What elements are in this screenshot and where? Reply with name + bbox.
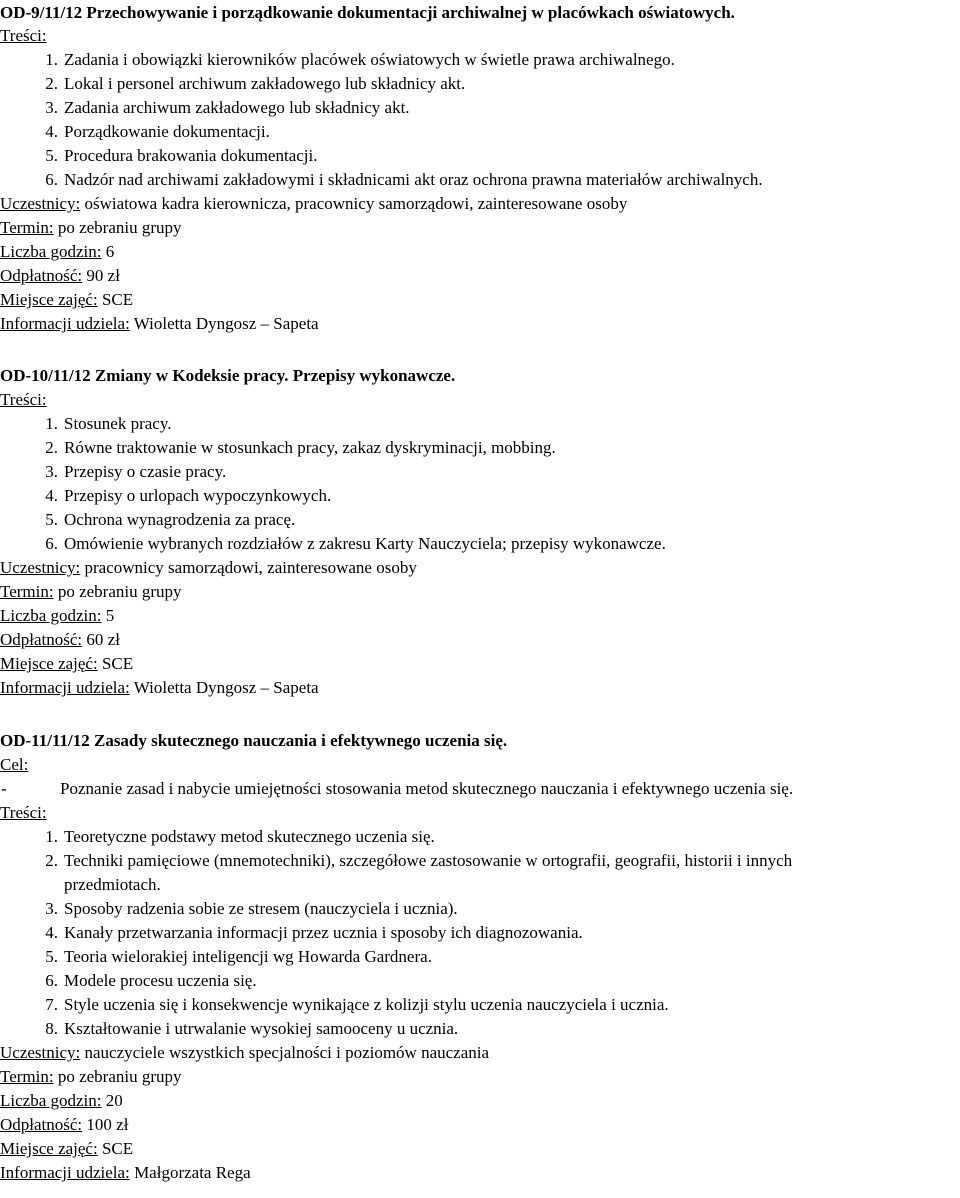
field-value: po zebraniu grupy <box>53 582 182 601</box>
list-text: Kanały przetwarzania informacji przez ucznia i sposoby ich diagnozowania. <box>64 923 583 942</box>
list-number: 6. <box>45 971 58 990</box>
list-item <box>32 1019 458 1039</box>
field-row <box>0 582 182 602</box>
field-value: 100 zł <box>82 1115 129 1134</box>
list-number: 2. <box>45 438 58 457</box>
list-number: 4. <box>45 122 58 141</box>
field-row <box>0 558 417 578</box>
list-text: Procedura brakowania dokumentacji. <box>64 146 318 165</box>
list-item <box>32 486 331 506</box>
field-label: Termin: <box>0 1067 54 1086</box>
list-number: 4. <box>45 486 58 505</box>
field-value: po zebraniu grupy <box>53 1067 182 1086</box>
list-item <box>32 995 669 1015</box>
list-item <box>32 947 432 967</box>
list-item <box>32 510 295 530</box>
field-label: Liczba godzin: <box>0 242 102 261</box>
field-value: Małgorzata Rega <box>129 1163 251 1182</box>
list-item <box>32 170 763 190</box>
field-row <box>0 1043 489 1063</box>
list-item <box>32 851 960 871</box>
list-text: Kształtowanie i utrwalanie wysokiej samooceny u ucznia. <box>64 1019 459 1038</box>
list-number: 7. <box>45 995 58 1014</box>
list-number: 5. <box>45 146 58 165</box>
list-text: Lokal i personel archiwum zakładowego lub składnicy akt. <box>64 74 466 93</box>
list-number: 1. <box>45 50 58 69</box>
list-text: Przepisy o czasie pracy. <box>64 462 227 481</box>
field-row <box>0 194 627 214</box>
field-row <box>0 1163 251 1183</box>
field-row <box>0 242 114 262</box>
list-text: Równe traktowanie w stosunkach pracy, zakaz dyskryminacji, mobbing. <box>64 438 556 457</box>
list-item <box>32 50 675 70</box>
tresci-label: Treści: <box>0 803 47 822</box>
list-text: Modele procesu uczenia się. <box>64 971 257 990</box>
field-label: Uczestnicy: <box>0 558 81 577</box>
field-label: Informacji udziela: <box>0 1163 130 1182</box>
field-label: Miejsce zajęć: <box>0 290 98 309</box>
field-row <box>0 218 182 238</box>
list-item <box>32 74 465 94</box>
list-number: 3. <box>45 899 58 918</box>
field-value: 60 zł <box>82 630 120 649</box>
cel-item <box>0 779 793 799</box>
field-label: Informacji udziela: <box>0 314 130 333</box>
field-label: Odpłatność: <box>0 630 83 649</box>
field-value: po zebraniu grupy <box>53 218 182 237</box>
list-number: 4. <box>45 923 58 942</box>
field-value: 6 <box>101 242 115 261</box>
field-label: Miejsce zajęć: <box>0 1139 98 1158</box>
list-item <box>32 462 226 482</box>
cel-text: Poznanie zasad i nabycie umiejętności stosowania metod skutecznego nauczania i efektywnego uczenia się. <box>60 779 794 798</box>
tresci-label: Treści: <box>0 26 47 45</box>
list-text: Zadania archiwum zakładowego lub składnicy akt. <box>64 98 410 117</box>
list-item <box>32 971 257 991</box>
field-row <box>0 678 319 698</box>
list-text: Omówienie wybranych rozdziałów z zakresu Karty Nauczyciela; przepisy wykonawcze. <box>64 534 666 553</box>
list-text: Porządkowanie dokumentacji. <box>64 122 270 141</box>
list-text: Nadzór nad archiwami zakładowymi i składnicami akt oraz ochrona prawna materiałów archiwalnych. <box>64 170 763 189</box>
field-value: SCE <box>97 1139 134 1158</box>
list-text: Zadania i obowiązki kierowników placówek oświatowych w świetle prawa archiwalnego. <box>64 50 675 69</box>
list-item <box>32 438 556 458</box>
field-label: Uczestnicy: <box>0 194 81 213</box>
field-label: Uczestnicy: <box>0 1043 81 1062</box>
list-text: Teoria wielorakiej inteligencji wg Howarda Gardnera. <box>64 947 432 966</box>
section-title: OD-9/11/12 Przechowywanie i porządkowanie dokumentacji archiwalnej w placówkach oświatowych. <box>0 3 735 22</box>
tresci-label: Treści: <box>0 390 47 409</box>
field-label: Termin: <box>0 218 54 237</box>
field-row <box>0 606 114 626</box>
field-row <box>0 1067 182 1087</box>
list-text: Sposoby radzenia sobie ze stresem (nauczyciela i ucznia). <box>64 899 458 918</box>
list-text: Techniki pamięciowe (mnemotechniki), szczegółowe zastosowanie w ortografii, geografii, historii i innych <box>64 851 793 870</box>
field-row <box>0 266 120 286</box>
field-row <box>0 1115 128 1135</box>
list-number: 3. <box>45 462 58 481</box>
field-row <box>0 1091 123 1111</box>
field-label: Termin: <box>0 582 54 601</box>
cel-label: Cel: <box>0 755 29 774</box>
list-number: 6. <box>45 170 58 189</box>
field-row <box>0 290 133 310</box>
list-item <box>32 122 270 142</box>
field-value: 5 <box>101 606 115 625</box>
field-row <box>0 630 120 650</box>
list-number: 2. <box>45 851 58 870</box>
list-item <box>32 146 318 166</box>
list-number: 5. <box>45 947 58 966</box>
field-value: Wioletta Dyngosz – Sapeta <box>129 314 319 333</box>
list-number: 2. <box>45 74 58 93</box>
field-value: oświatowa kadra kierownicza, pracownicy samorządowi, zainteresowane osoby <box>80 194 628 213</box>
list-text: Ochrona wynagrodzenia za pracę. <box>64 510 296 529</box>
list-number: 3. <box>45 98 58 117</box>
section-title: OD-11/11/12 Zasady skutecznego nauczania i efektywnego uczenia się. <box>0 731 508 750</box>
field-label: Liczba godzin: <box>0 1091 102 1110</box>
field-value: SCE <box>97 290 134 309</box>
field-label: Liczba godzin: <box>0 606 102 625</box>
list-text: Przepisy o urlopach wypoczynkowych. <box>64 486 332 505</box>
field-row <box>0 1139 133 1159</box>
field-value: 20 <box>101 1091 123 1110</box>
field-value: Wioletta Dyngosz – Sapeta <box>129 678 319 697</box>
list-number: 1. <box>45 827 58 846</box>
field-value: 90 zł <box>82 266 120 285</box>
list-number: 6. <box>45 534 58 553</box>
field-value: pracownicy samorządowi, zainteresowane osoby <box>80 558 417 577</box>
list-item <box>32 534 666 554</box>
field-label: Miejsce zajęć: <box>0 654 98 673</box>
list-number: 1. <box>45 414 58 433</box>
list-text: Teoretyczne podstawy metod skutecznego uczenia się. <box>64 827 435 846</box>
field-label: Odpłatność: <box>0 266 83 285</box>
list-number: 8. <box>45 1019 58 1038</box>
field-label: Odpłatność: <box>0 1115 83 1134</box>
list-item <box>32 414 172 434</box>
section-title: OD-10/11/12 Zmiany w Kodeksie pracy. Przepisy wykonawcze. <box>0 366 456 385</box>
cel-dash: - <box>1 779 7 798</box>
list-text: Stosunek pracy. <box>64 414 172 433</box>
field-label: Informacji udziela: <box>0 678 130 697</box>
list-text: Style uczenia się i konsekwencje wynikające z kolizji stylu uczenia nauczyciela i ucznia. <box>64 995 669 1014</box>
field-row <box>0 654 133 674</box>
field-value: SCE <box>97 654 134 673</box>
list-item <box>32 899 458 919</box>
list-number: 5. <box>45 510 58 529</box>
list-item <box>32 923 583 943</box>
list-item <box>32 98 410 118</box>
list-item-continuation: przedmiotach. <box>64 875 161 894</box>
list-item <box>32 827 435 847</box>
field-value: nauczyciele wszystkich specjalności i poziomów nauczania <box>80 1043 490 1062</box>
field-row <box>0 314 319 334</box>
